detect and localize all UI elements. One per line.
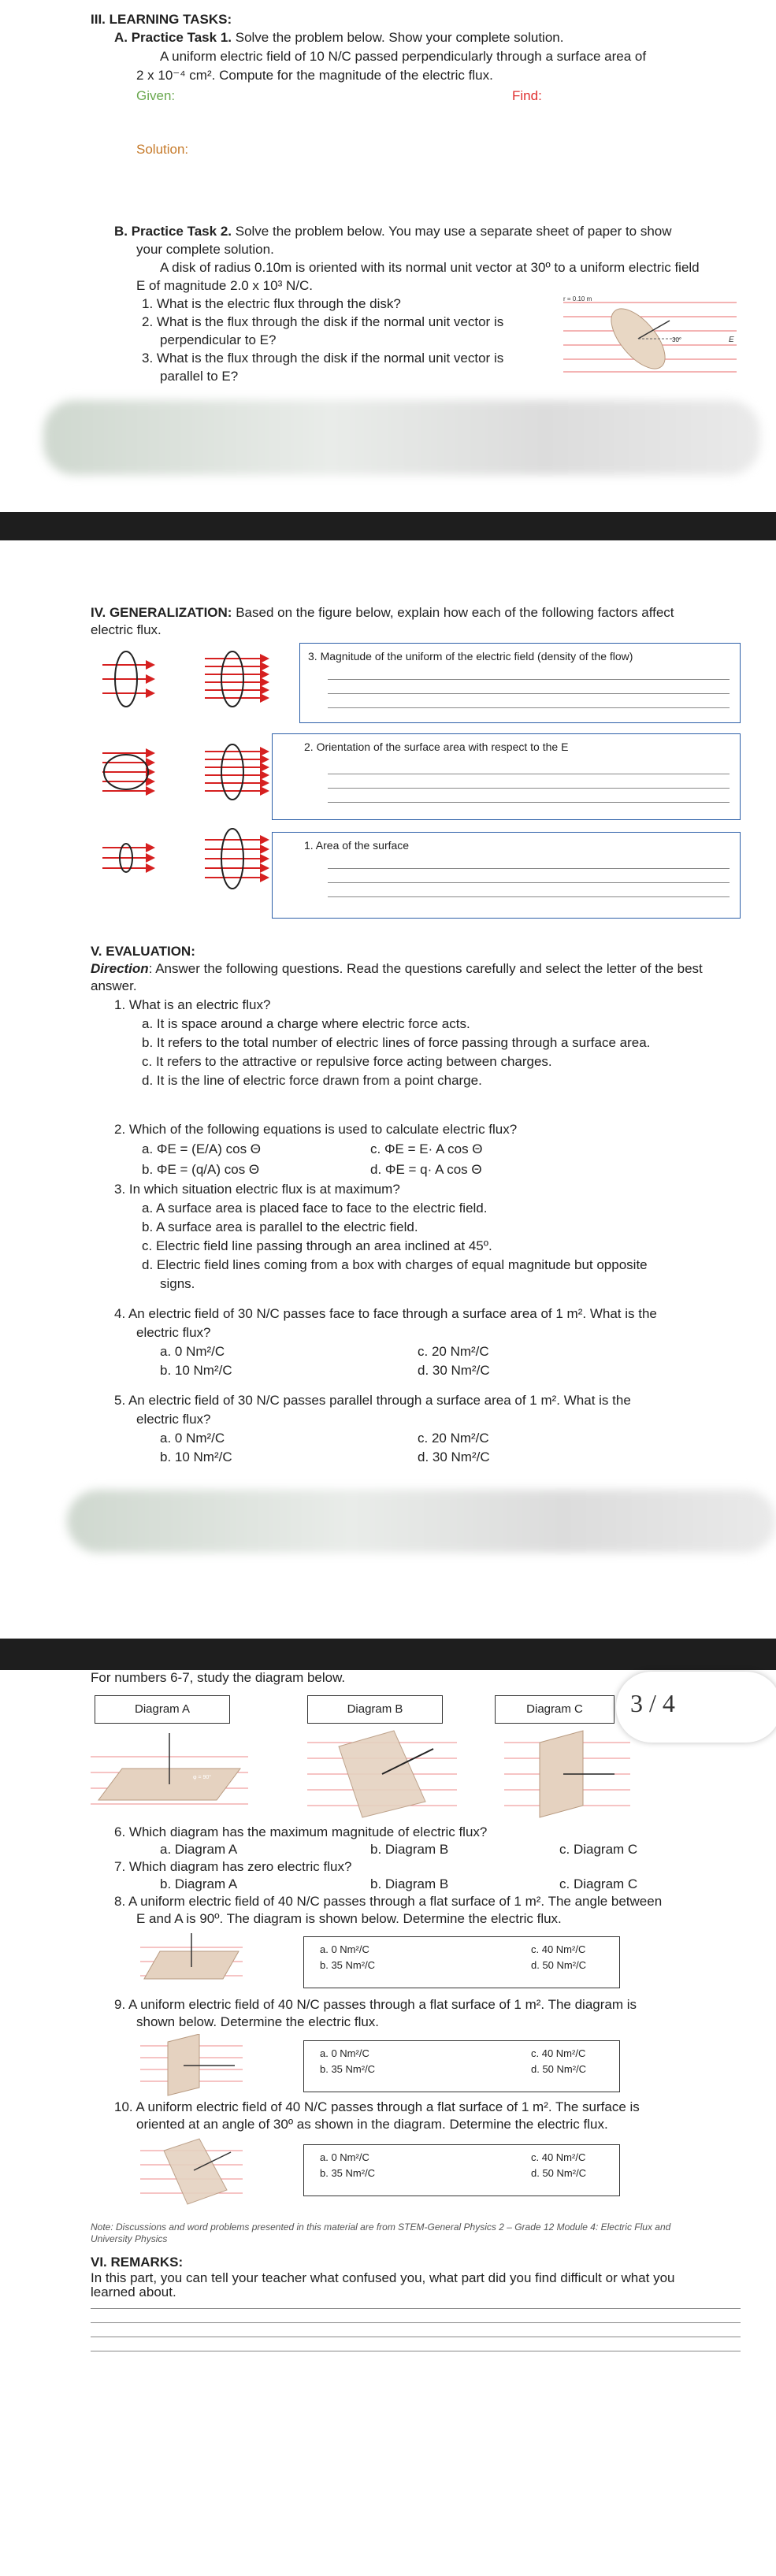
task-b-q2b: perpendicular to E? <box>160 332 277 347</box>
page-section-2 <box>0 540 776 1639</box>
task-a-problem-1: A uniform electric field of 10 N/C passed perpendicularly through a surface area of <box>160 49 647 64</box>
task-b-q2a: 2. What is the flux through the disk if the normal unit vector is <box>142 314 504 329</box>
q6-b: b. Diagram B <box>370 1842 449 1857</box>
eval-q4-a: a. 0 Nm²/C <box>160 1344 225 1359</box>
eval-q2-a: a. ΦE = (E/A) cos Θ <box>142 1141 262 1156</box>
eval-q5: 5. An electric field of 30 N/C passes parallel through a surface area of 1 m². What is the <box>114 1393 631 1408</box>
task-b-q1: 1. What is the electric flux through the disk? <box>142 296 401 311</box>
answer-box-2-label: 2. Orientation of the surface area with respect to the E <box>304 741 569 753</box>
diagram-intro: For numbers 6-7, study the diagram below. <box>91 1670 346 1685</box>
eval-q1-b: b. It refers to the total number of electric lines of force passing through a surface area. <box>142 1035 651 1050</box>
figure-e-label: E <box>729 336 734 344</box>
eval-q5-d: d. 30 Nm²/C <box>418 1449 490 1464</box>
section-4-line <box>91 605 674 621</box>
q9-opt-a: a. 0 Nm²/C <box>320 2047 369 2059</box>
eval-q3-a: a. A surface area is placed face to face to the electric field. <box>142 1201 488 1216</box>
flux-factors-figure <box>95 641 299 901</box>
page-gap-2 <box>0 1639 776 1670</box>
q9-options <box>303 2040 620 2092</box>
page-number: 3 / 4 <box>630 1689 675 1717</box>
eval-q3-d: d. Electric field lines coming from a box with charges of equal magnitude but opposite <box>142 1257 648 1272</box>
task-b-problem-2: E of magnitude 2.0 x 10³ N/C. <box>136 278 313 293</box>
q8-options <box>303 1936 620 1988</box>
section-4-instr-2: electric flux. <box>91 622 162 637</box>
task-b-problem-1: A disk of radius 0.10m is oriented with its normal unit vector at 30º to a uniform electric field <box>160 260 700 275</box>
eval-q5-2: electric flux? <box>136 1412 211 1427</box>
figure-angle-label: 30° <box>672 336 682 343</box>
eval-q5-b: b. 10 Nm²/C <box>160 1449 232 1464</box>
q8-2: E and A is 90º. The diagram is shown below. Determine the electric flux. <box>136 1911 562 1926</box>
diagram-c-label: Diagram C <box>495 1695 614 1724</box>
remarks-text: In this part, you can tell your teacher what confused you, what part did you find difficult or what you <box>91 2270 675 2285</box>
eval-q5-c: c. 20 Nm²/C <box>418 1431 489 1446</box>
q6-c: c. Diagram C <box>559 1842 638 1857</box>
task-a-problem-2: 2 x 10⁻⁴ cm². Compute for the magnitude of the electric flux. <box>136 68 493 83</box>
eval-q4: 4. An electric field of 30 N/C passes face to face through a surface area of 1 m². What is the <box>114 1306 657 1321</box>
q10-opt-c: c. 40 Nm²/C <box>531 2151 586 2163</box>
eval-q1-a: a. It is space around a charge where electric force acts. <box>142 1016 470 1031</box>
blurred-region <box>43 400 760 475</box>
q8-opt-d: d. 50 Nm²/C <box>531 1959 587 1971</box>
page-gap-1 <box>0 512 776 540</box>
eval-q3: 3. In which situation electric flux is at maximum? <box>114 1182 400 1197</box>
section-5-heading: V. EVALUATION: <box>91 944 195 959</box>
diagram-a <box>91 1725 248 1820</box>
eval-q2-d: d. ΦE = q· A cos Θ <box>370 1162 482 1177</box>
q8-diagram <box>140 1932 243 1991</box>
answer-box-3-label: 1. Area of the surface <box>304 839 410 852</box>
eval-q1-d: d. It is the line of electric force drawn from a point charge. <box>142 1073 482 1088</box>
section-3-heading: III. LEARNING TASKS: <box>91 12 232 27</box>
note-text: Note: Discussions and word problems presented in this material are from STEM-General Physics 2 – Grade 12 Module 4: Electric Flux and <box>91 2222 671 2233</box>
remarks-line-1 <box>91 2308 741 2309</box>
eval-q4-2: electric flux? <box>136 1325 211 1340</box>
task-b-line <box>114 224 672 239</box>
eval-q3-d-2: signs. <box>160 1276 195 1291</box>
section-4-heading: IV. GENERALIZATION: <box>91 605 232 620</box>
task-a-instr: Solve the problem below. Show your complete solution. <box>235 30 564 45</box>
q8-opt-a: a. 0 Nm²/C <box>320 1943 369 1955</box>
section-4-instr: Based on the figure below, explain how each of the following factors affect <box>236 605 674 620</box>
diagram-a-angle: φ = 90° <box>193 1775 212 1780</box>
task-b-q3b: parallel to E? <box>160 369 239 384</box>
remarks-line-2 <box>91 2322 741 2323</box>
q7: 7. Which diagram has zero electric flux? <box>114 1859 352 1874</box>
remarks-heading: VI. REMARKS: <box>91 2255 184 2270</box>
eval-q2: 2. Which of the following equations is used to calculate electric flux? <box>114 1122 518 1137</box>
q10: 10. A uniform electric field of 40 N/C passes through a flat surface of 1 m². The surface is <box>114 2099 640 2114</box>
disk-field-figure <box>563 293 741 380</box>
q10-opt-b: b. 35 Nm²/C <box>320 2167 376 2179</box>
find-label: Find: <box>512 88 542 103</box>
remarks-text-2: learned about. <box>91 2285 176 2299</box>
q7-a: b. Diagram A <box>160 1876 238 1891</box>
eval-q5-a: a. 0 Nm²/C <box>160 1431 225 1446</box>
eval-q4-b: b. 10 Nm²/C <box>160 1363 232 1378</box>
task-a-line <box>114 30 563 46</box>
q10-options <box>303 2144 620 2196</box>
q7-c: c. Diagram C <box>559 1876 638 1891</box>
figure-radius-label: r = 0.10 m <box>563 295 592 303</box>
q9-diagram <box>140 2034 243 2097</box>
q9-opt-b: b. 35 Nm²/C <box>320 2063 376 2075</box>
eval-q1: 1. What is an electric flux? <box>114 997 271 1012</box>
q6-a: a. Diagram A <box>160 1842 238 1857</box>
task-a-label: A. Practice Task 1. <box>114 30 232 45</box>
task-b-instr: Solve the problem below. You may use a separate sheet of paper to show <box>235 224 672 239</box>
eval-q2-b: b. ΦE = (q/A) cos Θ <box>142 1162 260 1177</box>
task-b-label: B. Practice Task 2. <box>114 224 232 239</box>
solution-label: Solution: <box>136 142 189 157</box>
q9: 9. A uniform electric field of 40 N/C passes through a flat surface of 1 m². The diagram is <box>114 1997 637 2012</box>
eval-q3-b: b. A surface area is parallel to the electric field. <box>142 1219 418 1234</box>
direction-text: : Answer the following questions. Read the questions carefully and select the letter of the best <box>148 961 703 976</box>
direction-text-2: answer. <box>91 978 137 993</box>
q9-2: shown below. Determine the electric flux. <box>136 2014 380 2029</box>
note-text-2: University Physics <box>91 2233 168 2244</box>
answer-box-1-label: 3. Magnitude of the uniform of the electric field (density of the flow) <box>308 650 633 663</box>
q8-opt-b: b. 35 Nm²/C <box>320 1959 376 1971</box>
direction-label: Direction <box>91 961 149 976</box>
answer-box-area <box>272 832 741 919</box>
q10-diagram <box>140 2135 243 2206</box>
q6: 6. Which diagram has the maximum magnitude of electric flux? <box>114 1824 488 1839</box>
q10-2: oriented at an angle of 30º as shown in the diagram. Determine the electric flux. <box>136 2117 608 2132</box>
diagram-c <box>504 1727 630 1821</box>
q10-opt-a: a. 0 Nm²/C <box>320 2151 369 2163</box>
answer-box-orientation <box>272 733 741 820</box>
eval-q4-d: d. 30 Nm²/C <box>418 1363 490 1378</box>
eval-q2-c: c. ΦE = E· A cos Θ <box>370 1141 483 1156</box>
q8-opt-c: c. 40 Nm²/C <box>531 1943 586 1955</box>
diagram-a-label: Diagram A <box>95 1695 230 1724</box>
eval-q3-c: c. Electric field line passing through an area inclined at 45º. <box>142 1238 492 1253</box>
q8: 8. A uniform electric field of 40 N/C passes through a flat surface of 1 m². The angle between <box>114 1894 663 1909</box>
q9-opt-c: c. 40 Nm²/C <box>531 2047 586 2059</box>
eval-q4-c: c. 20 Nm²/C <box>418 1344 489 1359</box>
q9-opt-d: d. 50 Nm²/C <box>531 2063 587 2075</box>
page-section-3 <box>0 1670 776 2576</box>
q10-opt-d: d. 50 Nm²/C <box>531 2167 587 2179</box>
diagram-b-label: Diagram B <box>307 1695 443 1724</box>
task-b-instr-2: your complete solution. <box>136 242 274 257</box>
diagram-b <box>307 1727 457 1821</box>
blurred-region-2 <box>67 1490 776 1553</box>
page-section-1 <box>0 0 776 516</box>
page-number-badge <box>616 1672 776 1743</box>
eval-q1-c: c. It refers to the attractive or repulsive force acting between charges. <box>142 1054 552 1069</box>
answer-box-magnitude <box>299 643 741 723</box>
task-b-q3a: 3. What is the flux through the disk if the normal unit vector is <box>142 351 504 366</box>
direction-line <box>91 961 703 977</box>
q7-b: b. Diagram B <box>370 1876 449 1891</box>
given-label: Given: <box>136 88 176 103</box>
